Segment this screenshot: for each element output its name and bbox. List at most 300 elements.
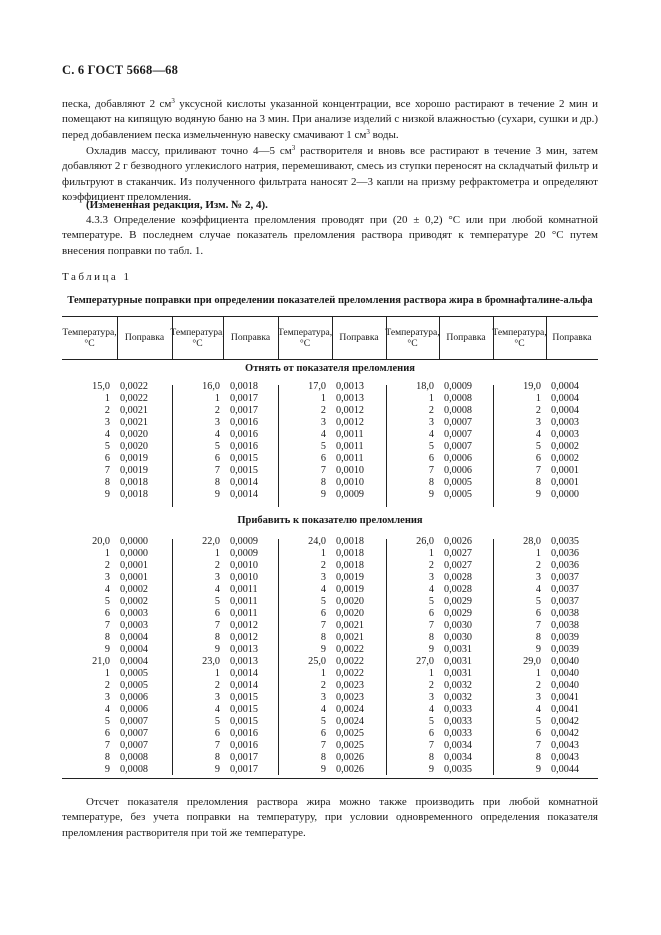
correction-cell: 0,0041 (551, 692, 580, 703)
temperature-cell: 4 (320, 584, 326, 595)
temperature-cell: 3 (428, 692, 434, 703)
column-divider (386, 317, 387, 359)
correction-cell: 0,0008 (120, 764, 149, 775)
correction-cell: 0,0008 (120, 752, 149, 763)
temperature-cell: 9 (535, 644, 541, 655)
correction-cell: 0,0021 (120, 417, 149, 428)
temperature-cell: 9 (104, 489, 110, 500)
correction-cell: 0,0008 (444, 393, 473, 404)
correction-cell: 0,0006 (120, 692, 149, 703)
correction-cell: 0,0030 (444, 632, 473, 643)
header-temperature: Температура, °С (170, 326, 225, 349)
correction-cell: 0,0011 (230, 608, 258, 619)
temperature-cell: 4 (428, 584, 434, 595)
correction-cell: 0,0037 (551, 572, 580, 583)
superscript: 3 (366, 127, 370, 136)
temperature-cell: 8 (214, 477, 220, 488)
group-divider (493, 385, 494, 507)
temperature-cell: 3 (104, 417, 110, 428)
temperature-cell: 1 (535, 548, 541, 559)
header-temperature: Температура, °С (277, 326, 333, 349)
correction-cell: 0,0043 (551, 740, 580, 751)
correction-cell: 0,0014 (230, 680, 259, 691)
correction-cell: 0,0004 (551, 381, 580, 392)
temperature-cell: 4 (428, 704, 434, 715)
temperature-cell: 2 (535, 405, 541, 416)
correction-cell: 0,0040 (551, 680, 580, 691)
correction-cell: 0,0009 (230, 548, 259, 559)
correction-cell: 0,0020 (120, 441, 149, 452)
temperature-cell: 6 (104, 608, 110, 619)
temperature-cell: 7 (320, 740, 326, 751)
correction-cell: 0,0039 (551, 632, 580, 643)
correction-cell: 0,0000 (551, 489, 580, 500)
temperature-cell: 8 (428, 477, 434, 488)
correction-cell: 0,0012 (336, 405, 365, 416)
correction-cell: 0,0016 (230, 740, 259, 751)
table-label: Таблица 1 (62, 271, 132, 283)
temperature-cell: 4 (535, 429, 541, 440)
correction-cell: 0,0003 (551, 429, 580, 440)
correction-cell: 0,0034 (444, 740, 473, 751)
temperature-cell: 9 (214, 644, 220, 655)
correction-cell: 0,0011 (336, 441, 364, 452)
correction-cell: 0,0041 (551, 704, 580, 715)
temperature-cell: 1 (214, 548, 220, 559)
correction-cell: 0,0029 (444, 596, 473, 607)
temperature-cell: 8 (320, 632, 326, 643)
correction-cell: 0,0027 (444, 560, 473, 571)
temperature-cell: 7 (428, 740, 434, 751)
correction-cell: 0,0015 (230, 465, 259, 476)
correction-cell: 0,0001 (120, 572, 149, 583)
paragraph-final: Отсчет показателя преломления раствора жира можно также производить при любой комнатной температуре, без учета поправки на температуру, при условии одновременного определения показателя преломления растворителя при той же температуре. (62, 796, 598, 839)
temperature-cell: 3 (320, 572, 326, 583)
correction-cell: 0,0033 (444, 704, 473, 715)
group-divider (278, 385, 279, 507)
temperature-cell: 23,0 (202, 656, 220, 667)
correction-cell: 0,0042 (551, 716, 580, 727)
correction-cell: 0,0001 (551, 477, 580, 488)
correction-cell: 0,0037 (551, 584, 580, 595)
correction-cell: 0,0040 (551, 668, 580, 679)
correction-cell: 0,0005 (120, 668, 149, 679)
temperature-cell: 8 (104, 632, 110, 643)
temperature-cell: 3 (535, 692, 541, 703)
temperature-cell: 1 (535, 668, 541, 679)
correction-cell: 0,0037 (551, 596, 580, 607)
temperature-cell: 5 (320, 441, 326, 452)
correction-cell: 0,0011 (336, 429, 364, 440)
correction-cell: 0,0038 (551, 620, 580, 631)
correction-cell: 0,0022 (336, 656, 365, 667)
correction-cell: 0,0004 (551, 393, 580, 404)
correction-cell: 0,0035 (551, 536, 580, 547)
paragraph-text: воды. (369, 128, 399, 141)
correction-cell: 0,0005 (120, 680, 149, 691)
temperature-cell: 2 (428, 680, 434, 691)
header-temperature: Температура, °С (62, 326, 117, 349)
temperature-cell: 9 (214, 764, 220, 775)
correction-cell: 0,0001 (120, 560, 149, 571)
temperature-cell: 7 (104, 465, 110, 476)
temperature-cell: 5 (214, 441, 220, 452)
correction-cell: 0,0015 (230, 692, 259, 703)
temperature-cell: 27,0 (416, 656, 434, 667)
temperature-cell: 8 (214, 632, 220, 643)
temperature-cell: 3 (535, 572, 541, 583)
correction-cell: 0,0015 (230, 716, 259, 727)
temperature-cell: 7 (214, 740, 220, 751)
temperature-cell: 6 (428, 728, 434, 739)
paragraph-text: растворителя и вновь все растирают в течение 3 мин, затем добавляют 2 г безводного углекислого натрия, перемешивают, смесь из ступки переносят на складчатый фильтр и фильтруют в стаканчик. Из полученного фильтрата наносят 2—3 капли на призму рефрактометра и определяют коэффициент преломления. (62, 145, 598, 203)
temperature-cell: 8 (535, 752, 541, 763)
correction-cell: 0,0013 (230, 644, 259, 655)
temperature-cell: 9 (320, 489, 326, 500)
correction-cell: 0,0007 (120, 728, 149, 739)
correction-cell: 0,0018 (336, 560, 365, 571)
temperature-cell: 26,0 (416, 536, 434, 547)
temperature-cell: 8 (535, 632, 541, 643)
temperature-cell: 1 (428, 393, 434, 404)
temperature-cell: 9 (104, 644, 110, 655)
column-divider (546, 317, 547, 359)
paragraph-sand-acid (62, 97, 598, 143)
column-divider (278, 317, 279, 359)
temperature-cell: 2 (214, 560, 220, 571)
paragraph-text: песка, добавляют 2 см (62, 98, 172, 110)
temperature-cell: 2 (104, 405, 110, 416)
paragraph-text: Охладив массу, приливают точно 4—5 см (86, 145, 292, 157)
temperature-cell: 5 (104, 716, 110, 727)
temperature-cell: 5 (214, 596, 220, 607)
temperature-cell: 6 (320, 728, 326, 739)
temperature-cell: 8 (428, 752, 434, 763)
correction-cell: 0,0031 (444, 656, 473, 667)
temperature-cell: 22,0 (202, 536, 220, 547)
temperature-cell: 8 (104, 477, 110, 488)
correction-cell: 0,0003 (120, 620, 149, 631)
correction-cell: 0,0036 (551, 548, 580, 559)
temperature-cell: 2 (104, 560, 110, 571)
correction-cell: 0,0018 (230, 381, 259, 392)
temperature-cell: 7 (535, 620, 541, 631)
temperature-cell: 6 (320, 453, 326, 464)
correction-cell: 0,0011 (230, 596, 258, 607)
temperature-cell: 8 (104, 752, 110, 763)
temperature-cell: 5 (320, 716, 326, 727)
correction-cell: 0,0002 (120, 584, 149, 595)
correction-cell: 0,0030 (444, 620, 473, 631)
correction-cell: 0,0002 (551, 453, 580, 464)
correction-table (62, 316, 598, 779)
temperature-cell: 9 (535, 489, 541, 500)
correction-cell: 0,0006 (444, 465, 473, 476)
table-caption: Температурные поправки при определении показателей преломления раствора жира в бромнафталине-альфа (67, 295, 593, 306)
correction-cell: 0,0001 (551, 465, 580, 476)
correction-cell: 0,0043 (551, 752, 580, 763)
temperature-cell: 3 (428, 417, 434, 428)
correction-cell: 0,0026 (336, 764, 365, 775)
correction-cell: 0,0025 (336, 740, 365, 751)
paragraph-cooling (62, 144, 598, 205)
correction-cell: 0,0007 (444, 429, 473, 440)
correction-cell: 0,0004 (120, 656, 149, 667)
correction-cell: 0,0021 (336, 632, 365, 643)
temperature-cell: 2 (428, 560, 434, 571)
correction-cell: 0,0000 (120, 548, 149, 559)
column-divider (172, 317, 173, 359)
correction-cell: 0,0008 (444, 405, 473, 416)
correction-cell: 0,0026 (336, 752, 365, 763)
temperature-cell: 3 (104, 692, 110, 703)
temperature-cell: 7 (535, 740, 541, 751)
correction-cell: 0,0017 (230, 405, 259, 416)
temperature-cell: 8 (535, 477, 541, 488)
temperature-cell: 5 (428, 716, 434, 727)
correction-cell: 0,0036 (551, 560, 580, 571)
correction-cell: 0,0020 (336, 596, 365, 607)
section-title-subtract: Отнять от показателя преломления (245, 363, 415, 374)
group-divider (172, 385, 173, 507)
correction-cell: 0,0003 (551, 417, 580, 428)
temperature-cell: 5 (535, 596, 541, 607)
temperature-cell: 5 (428, 596, 434, 607)
group-divider (493, 539, 494, 775)
temperature-cell: 3 (214, 572, 220, 583)
correction-cell: 0,0023 (336, 680, 365, 691)
temperature-cell: 7 (320, 465, 326, 476)
temperature-cell: 9 (104, 764, 110, 775)
correction-cell: 0,0013 (230, 656, 259, 667)
temperature-cell: 2 (428, 405, 434, 416)
temperature-cell: 6 (535, 608, 541, 619)
correction-cell: 0,0038 (551, 608, 580, 619)
correction-cell: 0,0016 (230, 728, 259, 739)
correction-cell: 0,0032 (444, 680, 473, 691)
temperature-cell: 5 (104, 441, 110, 452)
correction-cell: 0,0016 (230, 417, 259, 428)
correction-cell: 0,0015 (230, 453, 259, 464)
temperature-cell: 25,0 (308, 656, 326, 667)
temperature-cell: 6 (214, 728, 220, 739)
correction-cell: 0,0028 (444, 584, 473, 595)
correction-cell: 0,0027 (444, 548, 473, 559)
correction-cell: 0,0006 (444, 453, 473, 464)
edition-note: (Измененная редакция, Изм. № 2, 4). (86, 199, 268, 211)
correction-cell: 0,0033 (444, 716, 473, 727)
temperature-cell: 5 (535, 441, 541, 452)
correction-cell: 0,0016 (230, 441, 259, 452)
temperature-cell: 9 (428, 764, 434, 775)
correction-cell: 0,0013 (336, 393, 365, 404)
correction-cell: 0,0010 (230, 560, 259, 571)
group-divider (172, 539, 173, 775)
group-divider (386, 539, 387, 775)
temperature-cell: 3 (104, 572, 110, 583)
correction-cell: 0,0033 (444, 728, 473, 739)
temperature-cell: 1 (104, 668, 110, 679)
temperature-cell: 6 (535, 728, 541, 739)
temperature-cell: 9 (428, 644, 434, 655)
group-divider (278, 539, 279, 775)
temperature-cell: 7 (104, 620, 110, 631)
temperature-cell: 2 (320, 405, 326, 416)
temperature-cell: 1 (104, 393, 110, 404)
column-divider (117, 317, 118, 359)
correction-cell: 0,0010 (336, 477, 365, 488)
page-header: С. 6 ГОСТ 5668—68 (62, 63, 179, 77)
temperature-cell: 4 (320, 704, 326, 715)
temperature-cell: 1 (535, 393, 541, 404)
correction-cell: 0,0009 (230, 536, 259, 547)
temperature-cell: 5 (214, 716, 220, 727)
correction-cell: 0,0014 (230, 668, 259, 679)
temperature-cell: 1 (214, 668, 220, 679)
correction-cell: 0,0016 (230, 429, 259, 440)
temperature-cell: 8 (320, 752, 326, 763)
correction-cell: 0,0007 (444, 441, 473, 452)
temperature-cell: 9 (535, 764, 541, 775)
temperature-cell: 4 (214, 429, 220, 440)
column-divider (332, 317, 333, 359)
correction-cell: 0,0004 (551, 405, 580, 416)
correction-cell: 0,0039 (551, 644, 580, 655)
temperature-cell: 6 (428, 608, 434, 619)
correction-cell: 0,0021 (120, 405, 149, 416)
correction-cell: 0,0022 (120, 393, 149, 404)
temperature-cell: 6 (214, 608, 220, 619)
paragraph-4-3-3: 4.3.3 Определение коэффициента преломления проводят при (20 ± 0,2) °С или при любой комнатной температуре. В последнем случае показатель преломления раствора приводят к температуре 20 °С путем внесения поправки по табл. 1. (62, 214, 598, 257)
correction-cell: 0,0026 (444, 536, 473, 547)
temperature-cell: 2 (214, 680, 220, 691)
correction-cell: 0,0031 (444, 668, 473, 679)
temperature-cell: 3 (320, 692, 326, 703)
column-divider (439, 317, 440, 359)
temperature-cell: 7 (214, 620, 220, 631)
correction-cell: 0,0020 (336, 608, 365, 619)
temperature-cell: 3 (428, 572, 434, 583)
temperature-cell: 3 (320, 417, 326, 428)
header-temperature: Температура, °С (492, 326, 547, 349)
correction-cell: 0,0017 (230, 752, 259, 763)
temperature-cell: 3 (214, 417, 220, 428)
correction-cell: 0,0012 (230, 620, 259, 631)
correction-cell: 0,0025 (336, 728, 365, 739)
correction-cell: 0,0011 (230, 584, 258, 595)
temperature-cell: 4 (104, 429, 110, 440)
correction-cell: 0,0021 (336, 620, 365, 631)
temperature-cell: 8 (214, 752, 220, 763)
temperature-cell: 18,0 (416, 381, 434, 392)
correction-cell: 0,0018 (120, 489, 149, 500)
temperature-cell: 9 (320, 644, 326, 655)
superscript: 3 (291, 144, 296, 152)
temperature-cell: 1 (428, 668, 434, 679)
temperature-cell: 2 (535, 680, 541, 691)
correction-cell: 0,0013 (336, 381, 365, 392)
correction-cell: 0,0010 (336, 465, 365, 476)
correction-cell: 0,0005 (444, 489, 473, 500)
temperature-cell: 17,0 (308, 381, 326, 392)
temperature-cell: 5 (535, 716, 541, 727)
temperature-cell: 7 (535, 465, 541, 476)
correction-cell: 0,0018 (336, 548, 365, 559)
temperature-cell: 7 (104, 740, 110, 751)
temperature-cell: 7 (320, 620, 326, 631)
correction-cell: 0,0019 (336, 572, 365, 583)
correction-cell: 0,0022 (336, 668, 365, 679)
temperature-cell: 5 (428, 441, 434, 452)
correction-cell: 0,0012 (336, 417, 365, 428)
header-correction: Поправка (552, 332, 592, 344)
correction-cell: 0,0009 (336, 489, 365, 500)
temperature-cell: 4 (104, 584, 110, 595)
correction-cell: 0,0007 (444, 417, 473, 428)
correction-cell: 0,0018 (120, 477, 149, 488)
temperature-cell: 2 (320, 680, 326, 691)
correction-cell: 0,0014 (230, 477, 259, 488)
paragraph-text: уксусной кислоты указанной концентрации, все хорошо растирают в течение 2 мин и помещают на кипящую водяную баню на 3 мин. При анализе изделий с низкой влажностью (сухари, сушки и др.) перед добавлением песка измельченную навеску смачивают 1 см (62, 98, 598, 141)
group-divider (386, 385, 387, 507)
correction-cell: 0,0018 (336, 536, 365, 547)
correction-cell: 0,0035 (444, 764, 473, 775)
correction-cell: 0,0006 (120, 704, 149, 715)
temperature-cell: 9 (428, 489, 434, 500)
temperature-cell: 6 (535, 453, 541, 464)
correction-cell: 0,0011 (336, 453, 364, 464)
correction-cell: 0,0007 (120, 716, 149, 727)
column-divider (493, 317, 494, 359)
temperature-cell: 6 (104, 728, 110, 739)
temperature-cell: 1 (428, 548, 434, 559)
temperature-cell: 9 (214, 489, 220, 500)
temperature-cell: 1 (320, 548, 326, 559)
header-correction: Поправка (339, 332, 379, 344)
correction-cell: 0,0020 (120, 429, 149, 440)
temperature-cell: 6 (104, 453, 110, 464)
section-title-add: Прибавить к показателю преломления (237, 515, 423, 526)
correction-cell: 0,0024 (336, 716, 365, 727)
correction-cell: 0,0017 (230, 393, 259, 404)
temperature-cell: 6 (214, 453, 220, 464)
temperature-cell: 8 (428, 632, 434, 643)
correction-cell: 0,0004 (120, 644, 149, 655)
correction-cell: 0,0019 (120, 453, 149, 464)
superscript: 3 (171, 97, 175, 105)
temperature-cell: 1 (320, 393, 326, 404)
correction-cell: 0,0023 (336, 692, 365, 703)
header-correction: Поправка (124, 332, 165, 344)
correction-cell: 0,0009 (444, 381, 473, 392)
temperature-cell: 29,0 (523, 656, 541, 667)
correction-cell: 0,0022 (336, 644, 365, 655)
temperature-cell: 4 (428, 429, 434, 440)
temperature-cell: 3 (535, 417, 541, 428)
temperature-cell: 4 (214, 704, 220, 715)
temperature-cell: 19,0 (523, 381, 541, 392)
header-correction: Поправка (230, 332, 271, 344)
header-temperature: Температура, °С (385, 326, 440, 349)
temperature-cell: 5 (320, 596, 326, 607)
correction-cell: 0,0005 (444, 477, 473, 488)
correction-cell: 0,0040 (551, 656, 580, 667)
temperature-cell: 2 (535, 560, 541, 571)
correction-cell: 0,0015 (230, 704, 259, 715)
temperature-cell: 4 (535, 704, 541, 715)
correction-cell: 0,0004 (120, 632, 149, 643)
correction-cell: 0,0002 (551, 441, 580, 452)
